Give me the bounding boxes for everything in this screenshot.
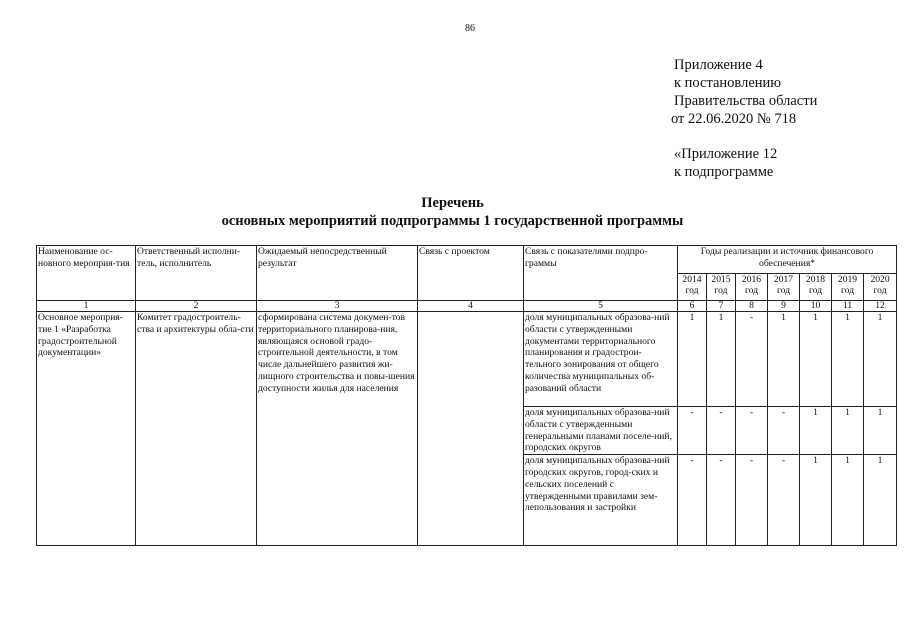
title-line: Перечень — [421, 195, 484, 211]
column-number: 12 — [864, 301, 897, 312]
indicator-text: доля муниципальных образова-ний области с утвержденными генеральными планами поселе-ний, городских округов — [524, 407, 678, 455]
indicator-value: - — [678, 407, 707, 455]
header-result: Ожидаемый непосредственный результат — [257, 246, 418, 301]
indicator-value: - — [707, 455, 736, 546]
header-year: 2016 год — [736, 274, 768, 301]
page-number: 86 — [465, 23, 475, 34]
indicator-value: 1 — [768, 312, 800, 407]
appendix-line: от 22.06.2020 № 718 — [671, 111, 797, 127]
indicator-value: 1 — [864, 312, 897, 407]
header-year: 2020 год — [864, 274, 897, 301]
indicator-value: 1 — [800, 407, 832, 455]
column-numbers-row — [37, 301, 897, 312]
appendix-block — [671, 56, 818, 181]
indicator-value: 1 — [800, 312, 832, 407]
indicator-value: 1 — [678, 312, 707, 407]
header-name: Наименование ос-новного мероприя-тия — [37, 246, 136, 301]
column-number: 7 — [707, 301, 736, 312]
appendix-line: к постановлению — [674, 75, 782, 91]
column-number: 11 — [832, 301, 864, 312]
column-number: 1 — [37, 301, 136, 312]
measures-table — [36, 245, 897, 546]
header-year: 2015 год — [707, 274, 736, 301]
indicator-value: - — [707, 407, 736, 455]
column-number: 9 — [768, 301, 800, 312]
indicator-value: 1 — [707, 312, 736, 407]
indicator-value: - — [768, 455, 800, 546]
column-number: 6 — [678, 301, 707, 312]
indicator-value: - — [678, 455, 707, 546]
column-number: 3 — [257, 301, 418, 312]
column-number: 2 — [136, 301, 257, 312]
measure-project — [418, 312, 524, 546]
measure-responsible: Комитет градостроитель-ства и архитектуры обла-сти — [136, 312, 257, 546]
header-year: 2014 год — [678, 274, 707, 301]
header-years-group: Годы реализации и источник финансового обеспечения* — [678, 246, 897, 274]
table-row — [37, 312, 897, 407]
column-number: 10 — [800, 301, 832, 312]
indicator-value: 1 — [864, 407, 897, 455]
indicator-value: 1 — [832, 455, 864, 546]
header-year: 2019 год — [832, 274, 864, 301]
indicator-value: 1 — [864, 455, 897, 546]
indicator-text: доля муниципальных образова-ний области с утвержденными документами территориального планирования и градострои-тельного зонирования от общего количества муниципальных об-разований области — [524, 312, 678, 407]
header-responsible: Ответственный исполни-тель, исполнитель — [136, 246, 257, 301]
indicator-value: - — [736, 312, 768, 407]
measure-name: Основное мероприя-тие 1 «Разработка градостроительной документации» — [37, 312, 136, 546]
indicator-value: 1 — [800, 455, 832, 546]
measure-result: сформирована система докумен-тов территориального планирова-ния, являющаяся основой градо-строительной деятельности, в том числе дальнейшего развития жи-лищного строительства и повы-шения доступности жилья для населения — [257, 312, 418, 546]
column-number: 4 — [418, 301, 524, 312]
indicator-value: 1 — [832, 312, 864, 407]
column-number: 8 — [736, 301, 768, 312]
document-title — [0, 194, 905, 230]
appendix-line: Приложение 4 — [674, 57, 763, 73]
appendix-line: «Приложение 12 — [674, 146, 778, 162]
header-project: Связь с проектом — [418, 246, 524, 301]
header-indicators: Связь с показателями подпро-граммы — [524, 246, 678, 301]
indicator-value: - — [768, 407, 800, 455]
header-year: 2018 год — [800, 274, 832, 301]
appendix-line: Правительства области — [674, 93, 818, 109]
indicator-text: доля муниципальных образова-ний городских округов, город-ских и сельских поселений с утвержденными правилами зем-лепользования и застройки — [524, 455, 678, 546]
indicator-value: - — [736, 455, 768, 546]
column-number: 5 — [524, 301, 678, 312]
indicator-value: - — [736, 407, 768, 455]
title-line: основных мероприятий подпрограммы 1 государственной программы — [221, 213, 684, 229]
indicator-value: 1 — [832, 407, 864, 455]
appendix-line: к подпрограмме — [674, 164, 774, 180]
header-year: 2017 год — [768, 274, 800, 301]
